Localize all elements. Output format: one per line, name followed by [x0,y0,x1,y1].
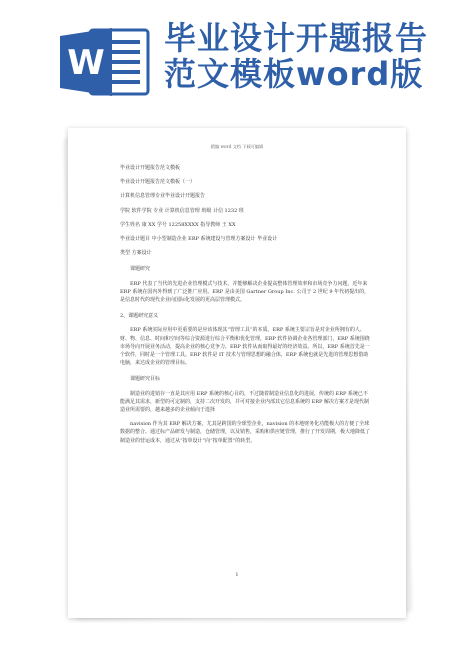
doc-line-2: 毕业设计开题报告范文模板（一） [120,179,196,186]
paragraph-4: navision 作为其 ERP 解决方案。尤其是跨国的全球型企业，navision 的本地财务化功能极大的方便了全球数据的整合。通过标产品研发与制造，仓储管理，以及销售，采购和供应链管理，推行了开发周期，极大地降低了制造业的营运成本，通过从“按单设计”向“按单配置”的转型。 [120,421,371,444]
word-icon-letter: W [67,43,105,83]
paragraph-3: 制造业的进销存一直是其应用 ERP 系统的核心目的，不过随着制造业信息化的进展，传统的 ERP 系统已不能满足其需求，新型的可定制的，支持二次开发的，并可对接企业内部其它信息系统的 ERP 解决方案才是现代制造业所需要的，越来越多的企业倾向于选择 [120,390,369,414]
section-heading-2: 2、课题研究意义 [120,313,159,320]
document-content [120,164,370,445]
title-line-2: 范文模板word版 [164,55,424,93]
doc-line-1: 毕业设计开题报告范文模板 [120,165,181,171]
doc-line-5: 学生姓名 康 XX 学号 12258XXXX 指导教师 王 XX [120,221,236,228]
header-banner [0,0,474,110]
page-header-note: 精编 word 文档 下载可编辑 [210,144,264,149]
doc-line-4: 学院 软件学院 专业 计算机信息管理 班级 计信 1232 班 [120,207,244,214]
page-title [164,20,464,92]
paragraph-1: ERP 代表了当代的先进企业管理模式与技术，并能够解决企业提高整体管理效率和市场竞争力问题，近年来 ERP 系统在国内外得到了广泛推广应用。ERP 是由美国 Gartner Group Inc. 公司于 2 世纪 9 年代初提出的，是信息时代的现代企业向国际化发展的更高层管理模式。 [120,280,370,304]
doc-line-7: 类型 方案设计 [120,250,152,257]
page-number: 1 [235,572,239,578]
paragraph-2: ERP 系统实际应用中更重要的是应该体现其“管理工具”的本质。ERP 系统主要宗旨是对企业所拥有的人、财、物、信息、时间和空间等综合资源进行综合平衡和优化管理，ERP 软件协调企业各管理部门，ERP 系统围绕市场导向开展业务活动，提高企业的核心竞争力，ERP 软件从而取得最好的经济效益。所以，ERP 系统首先是一个软件，同时是一个管理工具。ERP 软件是 IT 技术与管理思想的融合体，ERP 系统也就是先进的管理思想借助电脑，来达成企业的管理目标。 [120,327,370,367]
section-heading-1: 课题研究 [130,266,151,273]
section-heading-3: 课题研究目标 [130,376,161,383]
doc-line-3: 计算机信息管理专业毕业设计开题报告 [120,193,206,200]
doc-line-6: 毕业设计题目 中小型制造企业 ERP 系统建设与管理方案设计 毕业设计 [120,236,278,243]
title-line-1: 毕业设计开题报告 [164,19,429,57]
word-document-icon [60,26,152,98]
document-page [68,128,406,618]
